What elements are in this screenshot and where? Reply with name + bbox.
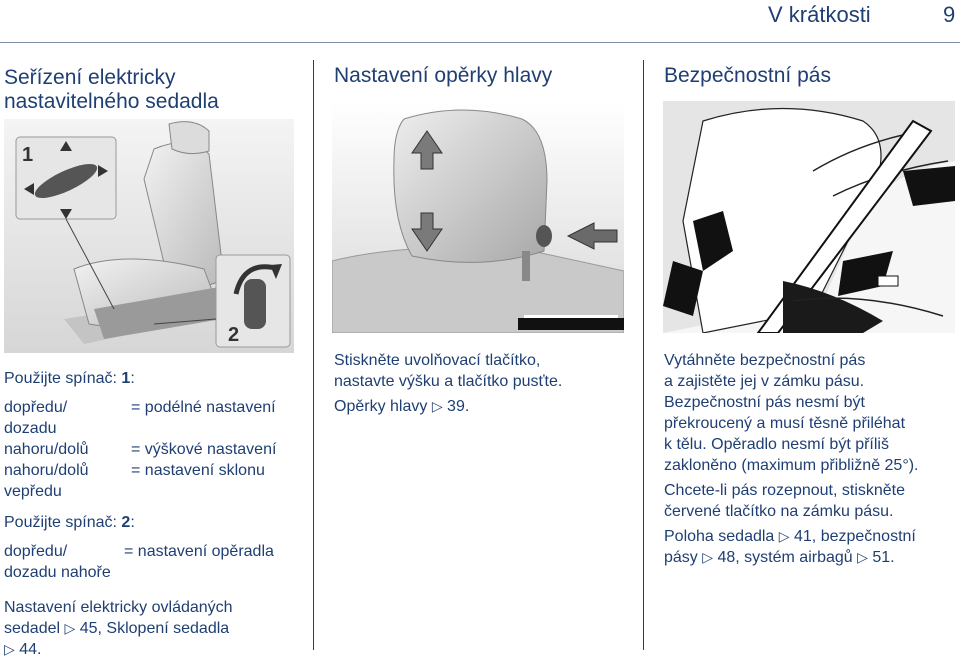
page-number: 9 (943, 2, 956, 27)
headrest-p2 (334, 396, 634, 417)
headrest-heading: Nastavení opěrky hlavy (334, 64, 553, 87)
row-backrest-cont (4, 562, 304, 583)
row-height-left: nahoru/dolů (4, 441, 89, 458)
page-ref-44-link[interactable]: 44 (19, 641, 38, 658)
row-longitudinal-left-b: dozadu (4, 420, 57, 437)
switch2-prefix: Použijte spínač: (4, 514, 122, 531)
column-seatbelt (664, 64, 954, 88)
seat-note (4, 597, 304, 660)
row-longitudinal (4, 397, 304, 418)
seat-heading-line2: nastavitelného sedadla (4, 90, 219, 113)
headrest-illustration (332, 101, 624, 333)
seatbelt-p4-line1-b: , bezpečnostní (811, 528, 916, 545)
column-seat-adjustment (4, 66, 304, 114)
headrest-p1-line2: nastavte výšku a tlačítko pusťte. (334, 373, 563, 390)
seatbelt-p4 (664, 526, 958, 568)
switch2-suffix: : (130, 514, 135, 531)
row-height (4, 439, 304, 460)
column-divider-2 (643, 60, 644, 650)
seatbelt-p4-line2-a: pásy (664, 549, 703, 566)
seatbelt-p1-line1: Vytáhněte bezpečnostní pás (664, 352, 866, 369)
seatbelt-p2-line2: překroucený a musí těsně přiléhat (664, 415, 906, 432)
headrest-p2-end: . (464, 398, 470, 415)
row-backrest-right: = nastavení opěradla (124, 543, 274, 560)
seatbelt-p3 (664, 480, 958, 522)
fig-label-2: 2 (228, 324, 240, 346)
seat-instructions (4, 368, 304, 660)
row-longitudinal-left-a: dopředu/ (4, 399, 68, 416)
page-ref-48-link[interactable]: 48 (717, 549, 736, 566)
page-ref-45-link[interactable]: 45 (79, 620, 98, 637)
seatbelt-p4-line2-b: , systém airbagů (735, 549, 858, 566)
seatbelt-p3-line1: Chcete-li pás rozepnout, stiskněte (664, 482, 906, 499)
seat-heading (4, 66, 304, 114)
reference-arrow-icon: ▷ (64, 620, 76, 636)
seat-note-line1: Nastavení elektricky ovládaných (4, 599, 233, 616)
column-headrest (334, 64, 634, 88)
seatbelt-p1-line2: a zajistěte jej v zámku pásu. (664, 373, 865, 390)
row-backrest-left-b: dozadu nahoře (4, 564, 111, 581)
seatbelt-instructions (664, 350, 958, 568)
reference-arrow-icon: ▷ (857, 549, 868, 565)
seat-illustration (4, 119, 294, 353)
page-ref-39-link[interactable]: 39 (447, 398, 465, 415)
column-divider-1 (313, 60, 314, 650)
seatbelt-illustration (663, 101, 955, 333)
switch1-line (4, 368, 304, 389)
row-longitudinal-cont (4, 418, 304, 439)
seatbelt-p4-line1-a: Poloha sedadla (664, 528, 779, 545)
switch2-number: 2 (121, 514, 131, 531)
page-ref-51-link[interactable]: 51 (872, 549, 891, 566)
row-longitudinal-right: = podélné nastavení (131, 399, 276, 416)
seat-note-line2-a: sedadel (4, 620, 65, 637)
fig-label-1: 1 (22, 144, 34, 166)
reference-arrow-icon: ▷ (702, 549, 714, 565)
seatbelt-p4-end: . (890, 549, 895, 566)
switch1-prefix: Použijte spínač: (4, 370, 122, 387)
headrest-instructions (334, 350, 634, 417)
headrest-p1 (334, 350, 634, 392)
switch1-suffix: : (130, 370, 135, 387)
seatbelt-p1 (664, 350, 958, 392)
headrest-p2-text: Opěrky hlavy (334, 398, 432, 415)
seatbelt-p2-line3: k tělu. Opěradlo nesmí být příliš (664, 436, 889, 453)
header-rule (0, 42, 960, 43)
row-tilt-right: = nastavení sklonu (131, 462, 265, 479)
switch2-line (4, 512, 304, 533)
page-ref-41-link[interactable]: 41 (794, 528, 812, 545)
row-tilt-cont (4, 481, 304, 502)
seat-note-end: . (37, 641, 42, 658)
row-height-right: = výškové nastavení (131, 441, 277, 458)
row-tilt (4, 460, 304, 481)
seatbelt-p3-line2: červené tlačítko na zámku pásu. (664, 503, 894, 520)
headrest-p1-line1: Stiskněte uvolňovací tlačítko, (334, 352, 541, 369)
row-tilt-left-a: nahoru/dolů (4, 462, 89, 479)
seatbelt-p2-line4: zakloněno (maximum přibližně 25°). (664, 457, 919, 474)
reference-arrow-icon: ▷ (778, 528, 790, 544)
row-tilt-left-b: vepředu (4, 483, 62, 500)
row-backrest-left-a: dopředu/ (4, 543, 68, 560)
seatbelt-heading: Bezpečnostní pás (664, 64, 831, 87)
row-backrest (4, 541, 304, 562)
section-title: V krátkosti (768, 2, 871, 27)
seat-heading-line1: Seřízení elektricky (4, 66, 176, 89)
reference-arrow-icon: ▷ (431, 398, 443, 414)
seat-note-line2-b: , Sklopení sedadla (97, 620, 230, 637)
switch1-number: 1 (121, 370, 131, 387)
reference-arrow-icon: ▷ (4, 641, 15, 657)
seatbelt-p2-line1: Bezpečnostní pás nesmí být (664, 394, 865, 411)
seatbelt-p2 (664, 392, 958, 476)
